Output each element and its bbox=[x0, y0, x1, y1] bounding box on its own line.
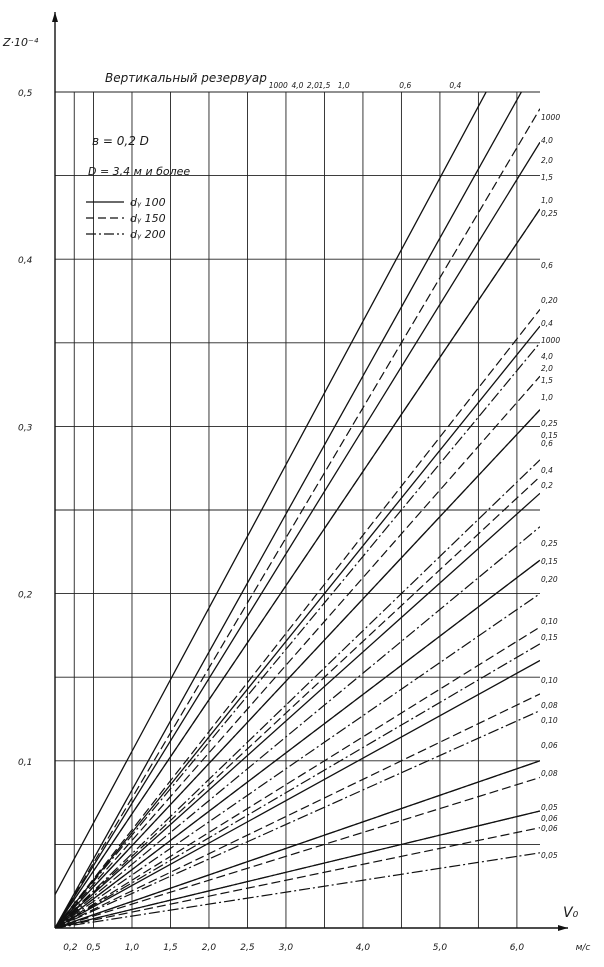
curve-right-label: 4,0 bbox=[541, 352, 553, 361]
curve-right-label: 0,10 bbox=[541, 617, 558, 626]
note-param-b: в = 0,2 D bbox=[92, 134, 149, 148]
curve-top-label: 0,6 bbox=[399, 81, 412, 90]
x-axis-label: V₀ bbox=[563, 905, 579, 921]
y-tick-label: 0,3 bbox=[18, 423, 33, 434]
curve-right-label: 0,20 bbox=[541, 575, 558, 584]
x-tick-label: 2,5 bbox=[240, 943, 255, 953]
curve-right-label: 0,15 bbox=[541, 557, 558, 566]
curve-right-label: 0,08 bbox=[541, 769, 558, 778]
x-tick-label: 5,0 bbox=[432, 943, 448, 953]
y-tick-label: 0,2 bbox=[18, 590, 33, 601]
curve-right-label: 4,0 bbox=[541, 136, 553, 145]
curve-top-label: 1,0 bbox=[337, 81, 350, 90]
curve-right-label: 0,05 bbox=[541, 851, 558, 860]
curve-right-label: 2,0 bbox=[541, 364, 553, 373]
curve-right-label: 0,6 bbox=[541, 439, 553, 448]
curve-right-label: 0,25 bbox=[541, 539, 558, 548]
curve-right-label: 1000 bbox=[541, 113, 561, 122]
x-tick-label: 6,0 bbox=[509, 943, 525, 953]
curve-right-label: 0,05 bbox=[541, 803, 558, 812]
curve-right-label: 0,6 bbox=[541, 261, 553, 270]
curve-top-label: 0,4 bbox=[449, 81, 462, 90]
curve-top-label: 1000 bbox=[268, 81, 288, 90]
curve-right-label: 0,10 bbox=[541, 716, 558, 725]
curve-right-label: 0,4 bbox=[541, 319, 553, 328]
curve-right-label: 0,25 bbox=[541, 419, 558, 428]
legend-label-solid: dᵧ 100 bbox=[130, 196, 166, 209]
curve-right-label: 1,0 bbox=[541, 393, 553, 402]
curve-right-label: 0,25 bbox=[541, 209, 558, 218]
curve-right-label: 0,06 bbox=[541, 741, 558, 750]
curve-right-label: 0,15 bbox=[541, 633, 558, 642]
curve-right-label: 0,4 bbox=[541, 466, 553, 475]
legend-label-dashed: dᵧ 150 bbox=[130, 212, 166, 225]
curve-right-label: 0,08 bbox=[541, 701, 558, 710]
curve-right-label: 1,0 bbox=[541, 196, 553, 205]
note-param-D: D = 3,4 м и более bbox=[88, 165, 191, 178]
curve-right-label: 0,10 bbox=[541, 676, 558, 685]
curve-top-label: 1,5 bbox=[318, 81, 331, 90]
y-tick-label: 0,5 bbox=[18, 89, 33, 99]
x-tick-label: 2,0 bbox=[201, 943, 217, 953]
curve-right-label: 1000 bbox=[541, 336, 561, 345]
curve-top-label: 4,0 bbox=[291, 81, 304, 90]
curve-top-label: 2,0 bbox=[306, 81, 319, 90]
x-tick-label: м/с bbox=[575, 943, 591, 953]
x-tick-label: 0,5 bbox=[86, 943, 101, 953]
curve-right-label: 0,2 bbox=[541, 481, 553, 490]
x-tick-label: 4,0 bbox=[355, 943, 371, 953]
y-axis-label: Z·10⁻⁴ bbox=[3, 36, 39, 49]
curve-right-label: 0,20 bbox=[541, 296, 558, 305]
legend-label-dashdot: dᵧ 200 bbox=[130, 228, 166, 241]
y-tick-label: 0,1 bbox=[18, 757, 33, 768]
x-tick-label: 1,5 bbox=[163, 943, 178, 953]
curve-right-label: 0,15 bbox=[541, 431, 558, 440]
curve-right-label: 2,0 bbox=[541, 156, 553, 165]
curve-right-label: 1,5 bbox=[541, 376, 553, 385]
curve-right-label: 0,06 bbox=[541, 814, 558, 823]
x-tick-label: 3,0 bbox=[278, 943, 294, 953]
y-tick-label: 0,4 bbox=[18, 256, 33, 267]
curve-right-label: 0,06 bbox=[541, 824, 558, 833]
x-tick-label: 1,0 bbox=[124, 943, 140, 953]
x-tick-label: 0,2 bbox=[63, 943, 78, 953]
curve-right-label: 1,5 bbox=[541, 173, 553, 182]
chart-title: Вертикальный резервуар bbox=[105, 71, 267, 85]
